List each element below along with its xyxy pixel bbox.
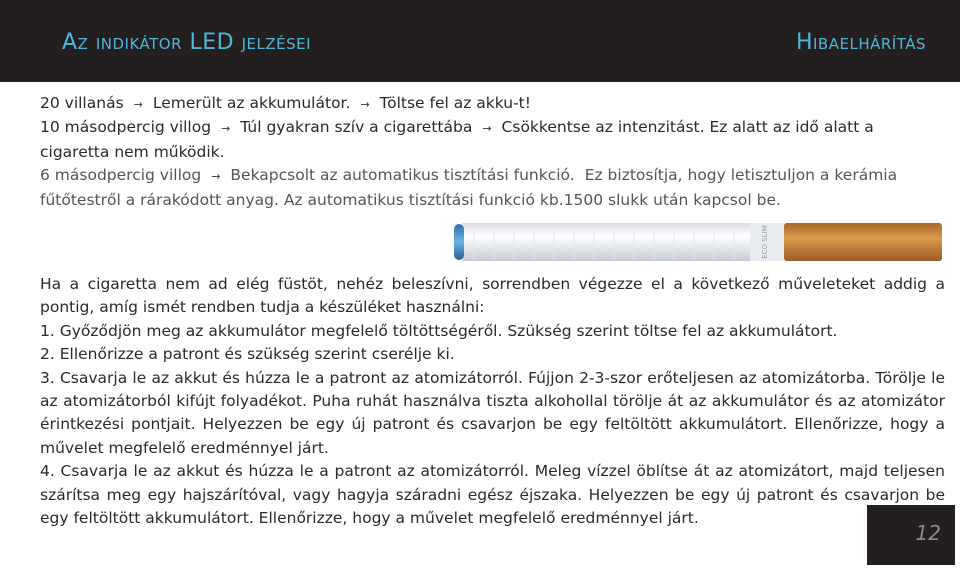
step-4: 4. Csavarja le az akkut és húzza le a patront az atomizátorról. Meleg vízzel öblítse át az atomizátort, majd teljesen szárítsa meg egy hajszárítóval, vagy hagyja száradni egész éjszaka. Helyezzen be egy új patront és csavarjon be egy feltöltött akkumulátort. Ellenőrizze, hogy a művelet megfelelő eredménnyel járt. [40, 462, 945, 528]
led-indications [40, 92, 945, 212]
led-tip [454, 224, 464, 260]
troubleshooting-steps [40, 273, 945, 530]
cigarette-body [462, 223, 784, 261]
section-title-troubleshooting: Hibaelhárítás [795, 30, 926, 55]
cigarette-filter [784, 223, 942, 261]
led-action: Csökkentse az intenzitást. Ez alatt az idő alatt a cigaretta nem működik. [40, 118, 874, 161]
page-header [0, 0, 960, 82]
led-meaning: Lemerült az akkumulátor. [152, 94, 351, 112]
arrow-icon: → [482, 122, 492, 136]
page-number: 12 [915, 521, 941, 545]
led-signal: 20 villanás [40, 94, 124, 112]
led-meaning: Bekapcsolt az automatikus tisztítási funkció. [230, 166, 575, 185]
led-row-6-seconds [40, 164, 945, 212]
section-title-led: Az indikátor LED jelzései [62, 30, 312, 55]
led-action: Töltse fel az akku-t! [379, 94, 531, 112]
page-number-box [867, 505, 955, 565]
step-1: 1. Győződjön meg az akkumulátor megfelelő töltöttségéről. Szükség szerint töltse fel az akkumulátort. [40, 321, 838, 340]
step-3: 3. Csavarja le az akkut és húzza le a patront az atomizátorról. Fújjon 2-3-szor erőteljesen az atomizátorba. Törölje le az atomizátorból kifújt folyadékot. Puha ruhát használva tiszta alkohollal törölje át az akkumulátor és az atomizátor érintkezési pontjait. Helyezzen be egy új patront és csavarjon be egy feltöltött akkumulátort. Ellenőrizze, hogy a művelet megfelelő eredménnyel járt. [40, 368, 945, 457]
e-cigarette-illustration [454, 221, 944, 263]
led-row-20-flashes [40, 92, 945, 116]
led-signal: 6 másodpercig villog [40, 166, 202, 185]
arrow-icon: → [360, 98, 370, 111]
led-meaning: Túl gyakran szív a cigarettába [240, 118, 473, 137]
brand-text: ECO SLIM [761, 225, 769, 259]
intro-paragraph: Ha a cigaretta nem ad elég füstöt, nehéz beleszívni, sorrendben végezze el a következő műveleteket addig a pontig, amíg ismét rendben tudja a készüléket használni: [40, 275, 945, 317]
arrow-icon: → [211, 170, 221, 184]
led-row-10-seconds [40, 116, 945, 164]
arrow-icon: → [221, 122, 231, 136]
arrow-icon: → [133, 98, 143, 111]
led-action: Ez biztosítja, hogy letisztuljon a kerámia fűtőtestről a rárakódott anyag. Az automatikus tisztítási funkció kb.1500 slukk után kapcsol be. [40, 166, 898, 209]
step-2: 2. Ellenőrizze a patront és szükség szerint cserélje ki. [40, 345, 455, 364]
led-signal: 10 másodpercig villog [40, 118, 212, 137]
